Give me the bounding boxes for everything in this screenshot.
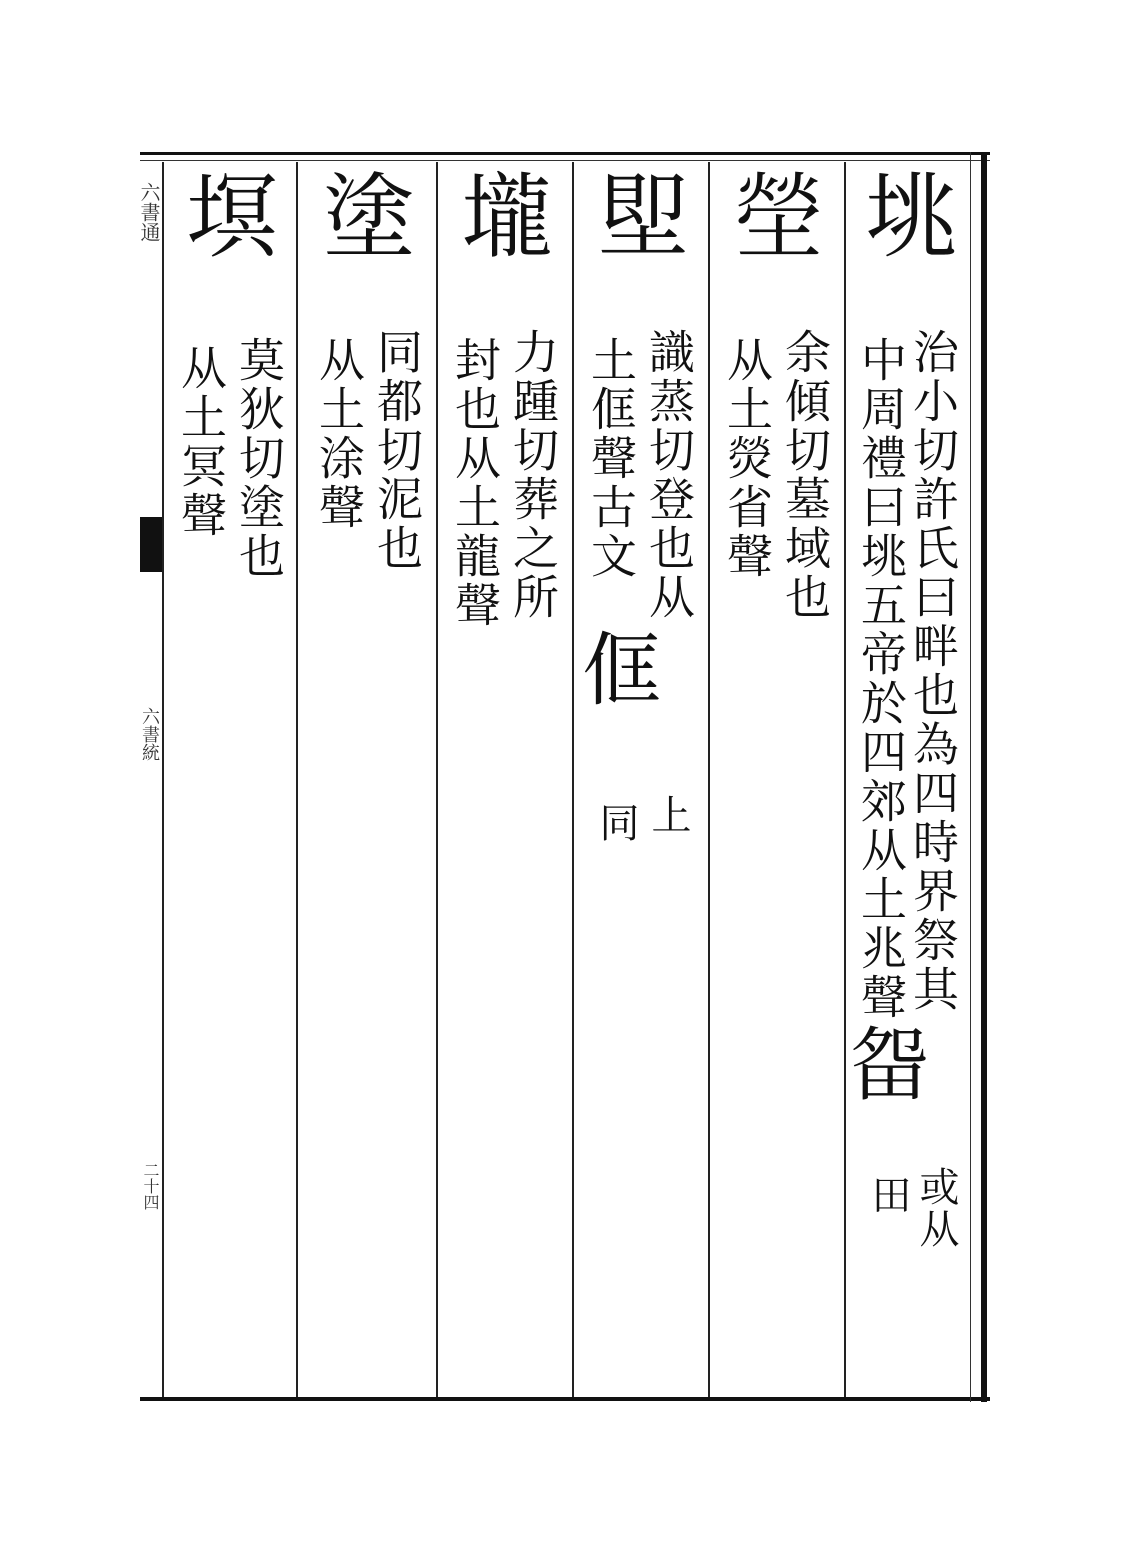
right-border-inner [970,152,971,1402]
entry-4 [438,166,570,1391]
variant-seal-character: 㽜 [850,1019,926,1112]
seal-character: 塋 [732,164,819,271]
variant-note: 田 [865,1174,911,1216]
variant-note: 或从 [913,1166,959,1250]
gloss-line: 从土熒省聲 [720,336,774,581]
gloss-line: 土㑌聲古文 [584,336,638,581]
gloss-line: 識蒸切登也从 [642,328,696,622]
top-border [140,152,990,155]
entry-2 [710,166,842,1391]
gloss-line: 莫狄切塗也 [232,336,286,581]
seal-character: 塗 [322,164,409,271]
seal-character: 堲 [596,164,683,271]
entry-5 [298,166,434,1391]
variant-note: 上 [645,794,691,836]
block-margin [137,162,162,1397]
gloss-line: 治小切許氏曰畔也為四時界祭其 [906,328,960,1014]
gloss-line: 同都切泥也 [370,328,424,573]
top-border-inner [140,160,990,161]
gloss-line: 中周禮曰垗五帝於四郊从土兆聲 [854,336,908,1022]
margin-page-number: 二十四 [141,1162,160,1210]
seal-character: 塓 [185,164,272,271]
gloss-line: 余傾切墓域也 [778,328,832,622]
variant-note: 同 [593,802,639,844]
entry-3 [574,166,706,1391]
fish-tail-mark [140,517,162,572]
seal-character: 垗 [864,164,951,271]
gloss-line: 力踵切葬之所 [506,328,560,622]
gloss-line: 从土冥聲 [174,344,228,540]
entry-1 [846,166,970,1391]
variant-seal-character: 㑌 [582,624,658,717]
seal-character: 壠 [460,164,547,271]
gloss-line: 从土涂聲 [312,336,366,532]
margin-book-title: 六書通 [137,182,161,242]
margin-volume-label: 六書統 [139,707,160,761]
right-border [981,152,987,1402]
gloss-line: 封也从土龍聲 [448,336,502,630]
page-frame [137,152,990,1402]
bottom-border [140,1397,990,1401]
entry-6 [164,166,294,1391]
